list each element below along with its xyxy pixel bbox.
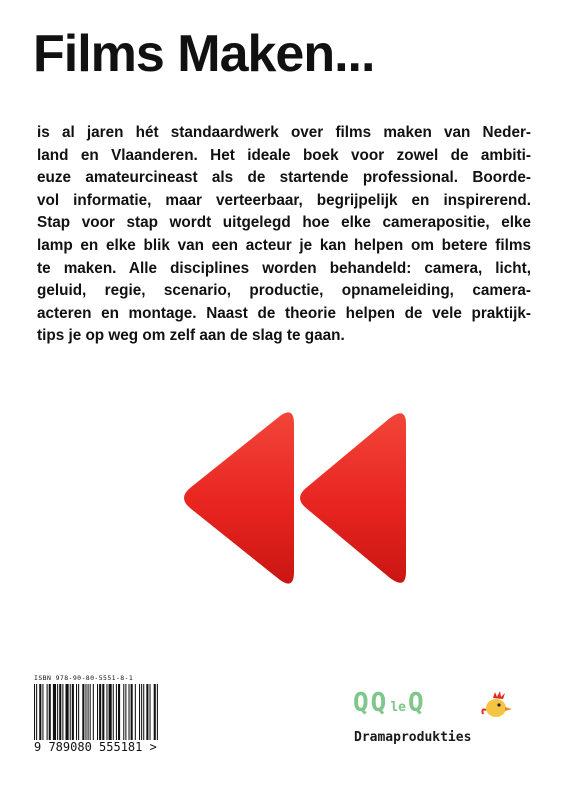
barcode-bar <box>88 684 89 740</box>
barcode-bar <box>76 684 77 740</box>
barcode-bar <box>141 684 142 740</box>
barcode-bar <box>154 684 156 740</box>
barcode-bar <box>49 684 51 740</box>
isbn-label: ISBN 978-90-80-5551-8-1 <box>34 674 134 682</box>
barcode-bar <box>106 684 107 740</box>
ean-digits: 9 789080 555181 > <box>34 740 157 754</box>
barcode-bar <box>62 684 63 740</box>
barcode-bar <box>125 684 126 740</box>
barcode-bar <box>131 684 133 740</box>
chick-icon <box>479 690 513 720</box>
barcode-bars <box>34 684 205 740</box>
barcode-bar <box>123 684 124 740</box>
barcode-bar <box>59 684 61 740</box>
barcode-bar <box>72 684 74 740</box>
barcode-bar <box>143 684 144 740</box>
barcode-bar <box>116 684 117 740</box>
barcode-bar <box>42 684 43 740</box>
logo-letter: le <box>390 700 406 715</box>
blurb-line: acteren en montage. Naast de theorie helpen de vele praktijk- <box>37 304 531 322</box>
blurb-line: vol informatie, maar verteerbaar, begrijpelijk en inspirerend. <box>37 191 531 209</box>
barcode-bar <box>53 684 56 740</box>
blurb-line: te maken. Alle disciplines worden behandeld: camera, licht, <box>37 259 531 277</box>
barcode-bar <box>36 684 37 740</box>
blurb-line: Stap voor stap wordt uitgelegd hoe elke camerapositie, elke <box>37 214 531 232</box>
barcode-bar <box>113 684 114 740</box>
barcode-bar <box>47 684 48 740</box>
barcode-bar <box>70 684 71 740</box>
barcode-bar <box>82 684 84 740</box>
blurb-text <box>37 122 531 348</box>
barcode-bar <box>66 684 69 740</box>
barcode-bar <box>118 684 120 740</box>
barcode-bar <box>102 684 104 740</box>
barcode-bar <box>129 684 130 740</box>
barcode-bar <box>85 684 86 740</box>
barcode-bar <box>97 684 98 740</box>
barcode-bar <box>139 684 140 740</box>
logo-letter: Q <box>353 688 369 718</box>
rewind-left-triangle <box>184 412 294 583</box>
barcode-bar <box>99 684 101 740</box>
barcode-bar <box>57 684 58 740</box>
rewind-right-triangle <box>300 413 406 583</box>
blurb-line: is al jaren hét standaardwerk over films maken van Neder- <box>37 124 531 141</box>
rewind-icon <box>178 408 410 588</box>
publisher-name: Dramaprodukties <box>354 730 472 745</box>
blurb-line: tips je op weg om zelf aan de slag te gaan. <box>37 327 345 345</box>
barcode-bar <box>39 684 41 740</box>
barcode-bar <box>150 684 151 740</box>
barcode-bar <box>109 684 112 740</box>
logo-letter: Q <box>370 688 387 718</box>
barcode-bar <box>146 684 148 740</box>
blurb-line: euze amateurcineast als de startende professional. Boorde- <box>37 169 531 187</box>
barcode-bar <box>93 684 94 740</box>
isbn-barcode <box>34 674 205 754</box>
book-title: Films Maken... <box>33 25 375 83</box>
barcode-bar <box>90 684 91 740</box>
logo-letters <box>353 688 424 718</box>
barcode-bar <box>157 684 158 740</box>
barcode-bar <box>78 684 79 740</box>
logo-letter: Q <box>407 688 424 718</box>
blurb-line: land en Vlaanderen. Het ideale boek voor zowel de ambiti- <box>37 146 531 164</box>
blurb-line: geluid, regie, scenario, productie, opnameleiding, camera- <box>37 282 531 300</box>
publisher-logo <box>353 688 523 758</box>
barcode-bar <box>34 684 35 740</box>
blurb-line: lamp en elke blik van een acteur je kan helpen om betere films <box>37 236 531 254</box>
barcode-bar <box>135 684 136 740</box>
